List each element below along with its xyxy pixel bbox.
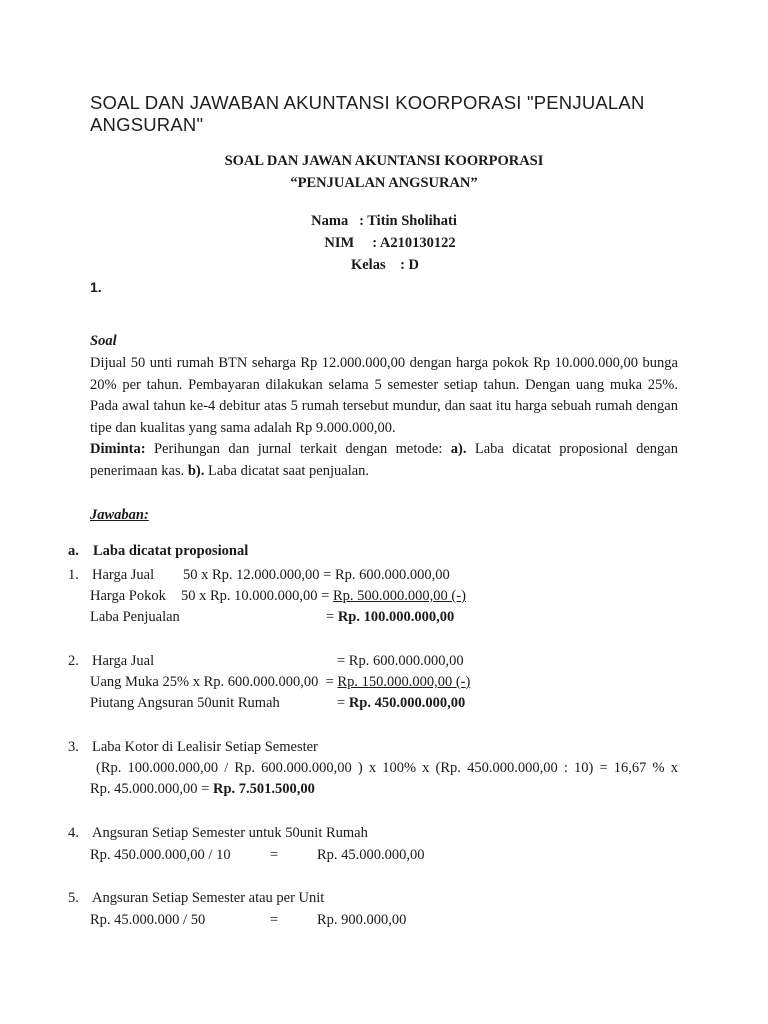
section-a-title: Laba dicatat proposional [93,543,249,559]
item-2-uang-muka-line [90,672,470,693]
option-a-text: Laba dicatat proposional dengan penerimaan kas. [90,441,678,479]
item-1-laba-eq: = [326,609,338,625]
item-3-result-line [90,779,315,800]
item-4-title: Angsuran Setiap Semester untuk 50unit Rumah [92,825,368,841]
item-1-harga-jual-label: Harga Jual [92,567,155,583]
item-1-laba-label: Laba Penjualan [90,609,180,625]
diminta-text: Perihungan dan jurnal terkait dengan metode: [145,441,451,457]
item-2-piutang-result: Rp. 450.000.000,00 [348,695,466,711]
item-5-rhs: Rp. 900.000,00 [317,912,407,928]
diminta-paragraph [90,439,678,482]
item-2-harga-jual-expr: = Rp. 600.000.000,00 [337,653,464,669]
item-3-expression: (Rp. 100.000.000,00 / Rp. 600.000.000,00 ) x 100% x (Rp. 450.000.000,00 : 10) = 16,67 % x [96,760,678,776]
item-2-number: 2. [68,653,79,669]
item-1-harga-pokok-expr: 50 x Rp. 10.000.000,00 = [181,588,333,604]
item-2-harga-jual-label: Harga Jual [92,653,155,669]
item-5-number: 5. [68,890,79,906]
option-b-label: b). [187,462,205,479]
item-2-uang-muka-result: Rp. 150.000.000,00 (-) [337,674,471,690]
item-1-harga-pokok-line [181,586,466,607]
item-1-harga-pokok-label: Harga Pokok [90,588,166,604]
diminta-label: Diminta: [90,441,146,457]
identity-nama: Nama : Titin Sholihati [311,213,457,229]
option-b-text: Laba dicatat saat penjualan. [204,462,370,479]
soal-label: Soal [90,333,117,349]
item-5-title: Angsuran Setiap Semester atau per Unit [92,890,325,906]
item-1-laba-line [326,607,454,628]
jawaban-label: Jawaban: [90,507,149,523]
item-4-rhs: Rp. 45.000.000,00 [317,847,425,863]
identity-kelas: Kelas : D [350,257,420,273]
heading-line-1: SOAL DAN JAWAN AKUNTANSI KOORPORASI [224,153,544,169]
item-2-piutang-eq: = [337,695,349,711]
item-5-equals: = [270,912,279,928]
soal-paragraph: Dijual 50 unti rumah BTN seharga Rp 12.000.000,00 dengan harga pokok Rp 10.000.000,00 bunga 20% per tahun. Pembayaran dilakukan selama 5 semester setiap tahun. Dengan uang muka 25%. Pada awal tahun ke-4 debitur atas 5 rumah tersebut mundur, dan saat itu harga sebuah rumah dengan tipe dan kualitas yang sama adalah Rp 9.000.000,00. [90,355,678,436]
item-2-uang-muka-label: Uang Muka 25% x Rp. 600.000.000,00 = [90,674,338,690]
item-4-equals: = [270,847,279,863]
item-3-number: 3. [68,739,79,755]
item-2-piutang-line [337,693,465,714]
item-4-lhs: Rp. 450.000.000,00 / 10 [90,847,231,863]
item-1-harga-pokok-result: Rp. 500.000.000,00 (-) [332,588,466,604]
item-1-laba-result: Rp. 100.000.000,00 [337,609,455,625]
item-3-result-prefix: Rp. 45.000.000,00 = [90,781,213,797]
section-a-marker: a. [68,543,79,559]
item-2-piutang-label: Piutang Angsuran 50unit Rumah [90,695,280,711]
item-1-number: 1. [68,567,79,583]
identity-nim: NIM : A210130122 [324,235,456,251]
item-5-lhs: Rp. 45.000.000 / 50 [90,912,206,928]
item-4-number: 4. [68,825,79,841]
problem-number: 1. [90,279,102,295]
item-3-result: Rp. 7.501.500,00 [212,781,315,797]
document-title: SOAL DAN JAWABAN AKUNTANSI KOORPORASI "PENJUALAN ANGSURAN" [90,92,645,135]
item-3-title: Laba Kotor di Lealisir Setiap Semester [92,739,318,755]
heading-line-2: “PENJUALAN ANGSURAN” [290,175,478,191]
item-1-harga-jual-expr: 50 x Rp. 12.000.000,00 = Rp. 600.000.000,00 [183,567,450,583]
option-a-label: a). [450,441,467,457]
